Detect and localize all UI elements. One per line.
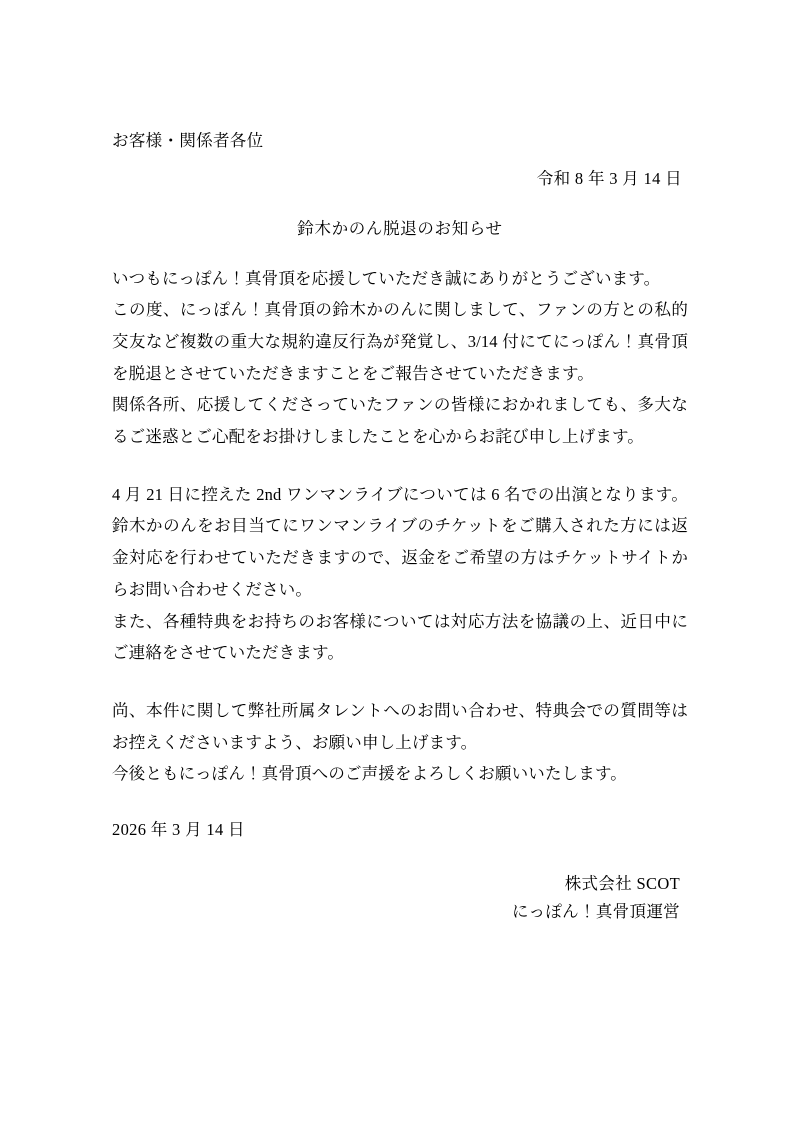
document-date-top: 令和 8 年 3 月 14 日	[536, 169, 682, 189]
signature-block	[112, 870, 688, 926]
signature-department: にっぽん！真骨頂運営	[512, 901, 680, 921]
paragraph-line: 4 月 21 日に控えた 2nd ワンマンライブについては 6 名での出演となります。鈴木かのんをお目当てにワンマンライブのチケットをご購入された方には返金対応を行わせていただきますので、返金をご希望の方はチケットサイトからお問い合わせください。	[112, 484, 688, 599]
addressee-line: お客様・関係者各位	[112, 131, 264, 150]
document-date-bottom: 2026 年 3 月 14 日	[112, 819, 245, 839]
paragraph-line: 関係各所、応援してくださっていたファンの皆様におかれましても、多大なるご迷惑とご心配をお掛けしましたことを心からお詫び申し上げます。	[112, 395, 688, 447]
paragraph-line: 今後ともにっぽん！真骨頂へのご声援をよろしくお願いいたします。	[112, 764, 627, 784]
paragraph-line: また、各種特典をお持ちのお客様については対応方法を協議の上、近日中にご連絡をさせていただきます。	[112, 611, 688, 663]
paragraph-line: この度、にっぽん！真骨頂の鈴木かのんに関しまして、ファンの方との私的交友など複数の重大な規約違反行為が発覚し、3/14 付にてにっぽん！真骨頂を脱退とさせていただきますことをご報告させていただきます。	[112, 300, 688, 383]
document-title: 鈴木かのん脱退のお知らせ	[297, 218, 503, 238]
paragraph-block-2	[112, 479, 688, 669]
signature-company: 株式会社 SCOT	[564, 873, 680, 893]
paragraph-block-3	[112, 695, 688, 790]
paragraph-line: 尚、本件に関して弊社所属タレントへのお問い合わせ、特典会での質問等はお控えくださいますよう、お願い申し上げます。	[112, 700, 688, 752]
paragraph-block-1	[112, 263, 688, 453]
paragraph-line: いつもにっぽん！真骨頂を応援していただき誠にありがとうございます。	[112, 268, 661, 288]
